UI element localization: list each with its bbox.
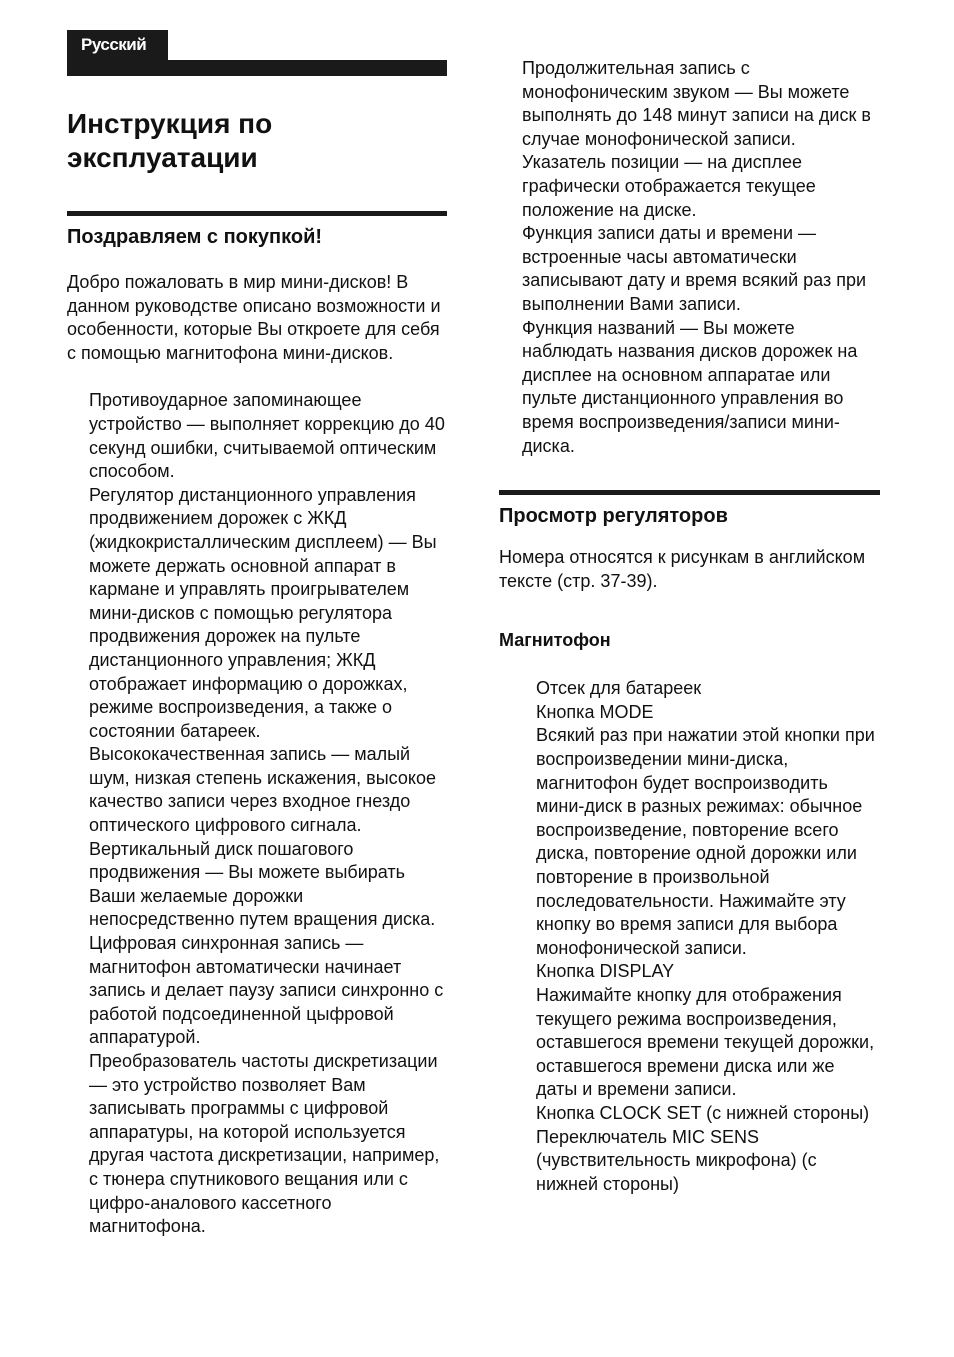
- language-tab: Русский: [67, 30, 168, 60]
- section-intro: Номера относятся к рисункам в английском тексте (стр. 37-39).: [499, 547, 866, 591]
- feature-item: Цифровая синхронная запись — магнитофон автоматически начинает запись и делает паузу записи синхронно с работой подсоединенной цыфровой аппаратурой.: [89, 933, 444, 1048]
- feature-item: Продолжительная запись с монофоническим звуком — Вы можете выполнять до 148 минут записи на диск в случае монофонической записи.: [522, 58, 871, 149]
- control-item: Отсек для батареек: [536, 678, 702, 699]
- section-congrats: [67, 211, 447, 1239]
- control-item: Кнопка MODE: [536, 701, 654, 722]
- right-column: [499, 57, 880, 1196]
- section-rule: [67, 211, 447, 216]
- control-description: Всякий раз при нажатии этой кнопки при воспроизведении мини-диска, магнитофон будет воспроизводить мини-диск в разных режимах: обычное воспроизведение, повторение всего диска, повторение одной дорожки или повторение в произвольной последовательности. Нажимайте эту кнопку во время записи для выбора монофонической записи.: [536, 725, 875, 958]
- feature-item: Регулятор дистанционного управления продвижением дорожек с ЖКД (жидкокристаллическим дисплеем) — Вы можете держать основной аппарат в кармане и управлять проигрывателем мини-дисков с помощью регулятора продвижения дорожек на пульте дистанционного управления; ЖКД отображает информацию о дорожках, режиме воспроизведения, а также о состоянии батареек.: [89, 484, 437, 741]
- feature-item: Высококачественная запись — малый шум, низкая степень искажения, высокое качество записи через входное гнездо оптического цифрового сигнала.: [89, 744, 436, 836]
- left-column: [67, 30, 447, 1239]
- feature-list-continued: [499, 57, 880, 458]
- section-heading: Просмотр регуляторов: [499, 505, 728, 528]
- language-header: [67, 30, 447, 76]
- control-item: Переключатель MIC SENS (чувствительность микрофона) (с нижней стороны): [536, 1126, 817, 1194]
- controls-list: [499, 677, 880, 1196]
- intro-paragraph: Добро пожаловать в мир мини-дисков! В данном руководстве описано возможности и особенности, которые Вы откроете для себя с помощью магнитофона мини-дисков.: [67, 272, 441, 363]
- subsection-heading: Магнитофон: [499, 630, 611, 651]
- subsection-recorder: [499, 628, 880, 1196]
- feature-list: [67, 389, 447, 1238]
- header-rule: [67, 60, 447, 76]
- document-title: Инструкция по эксплуатации: [67, 108, 273, 173]
- section-controls: [499, 490, 880, 1196]
- feature-item: Функция названий — Вы можете наблюдать названия дисков дорожек на дисплее на основном аппаратае или пульте дистанционного управления во время воспроизведения/записи мини-диска.: [522, 317, 858, 456]
- section-rule: [499, 490, 880, 495]
- control-item: Кнопка CLOCK SET (с нижней стороны): [536, 1102, 870, 1123]
- feature-item: Функция записи даты и времени — встроенные часы автоматически записывают дату и время всякий раз при выполнении Вами записи.: [522, 223, 867, 314]
- feature-item: Преобразователь частоты дискретизации — это устройство позволяет Вам записывать программы с цифровой аппаратуры, на которой используется другая частота дискретизации, например, с тюнера спутникового вещания или с цифро-аналового кассетного магнитофона.: [89, 1051, 440, 1237]
- feature-item: Противоударное запоминающее устройство — выполняет коррекцию до 40 секунд ошибки, считываемой оптическим способом.: [89, 390, 445, 482]
- control-item: Кнопка DISPLAY: [536, 961, 675, 982]
- section-heading: Поздравляем с покупкой!: [67, 226, 323, 248]
- feature-item: Указатель позиции — на дисплее графически отображается текущее положение на диске.: [522, 152, 816, 220]
- feature-item: Вертикальный диск пошагового продвижения — Вы можете выбирать Ваши желаемые дорожки непосредственно путем вращения диска.: [89, 838, 436, 930]
- control-description: Нажимайте кнопку для отображения текущего режима воспроизведения, оставшегося времени текущей дорожки, оставшегося времени диска или же даты и времени записи.: [536, 985, 875, 1100]
